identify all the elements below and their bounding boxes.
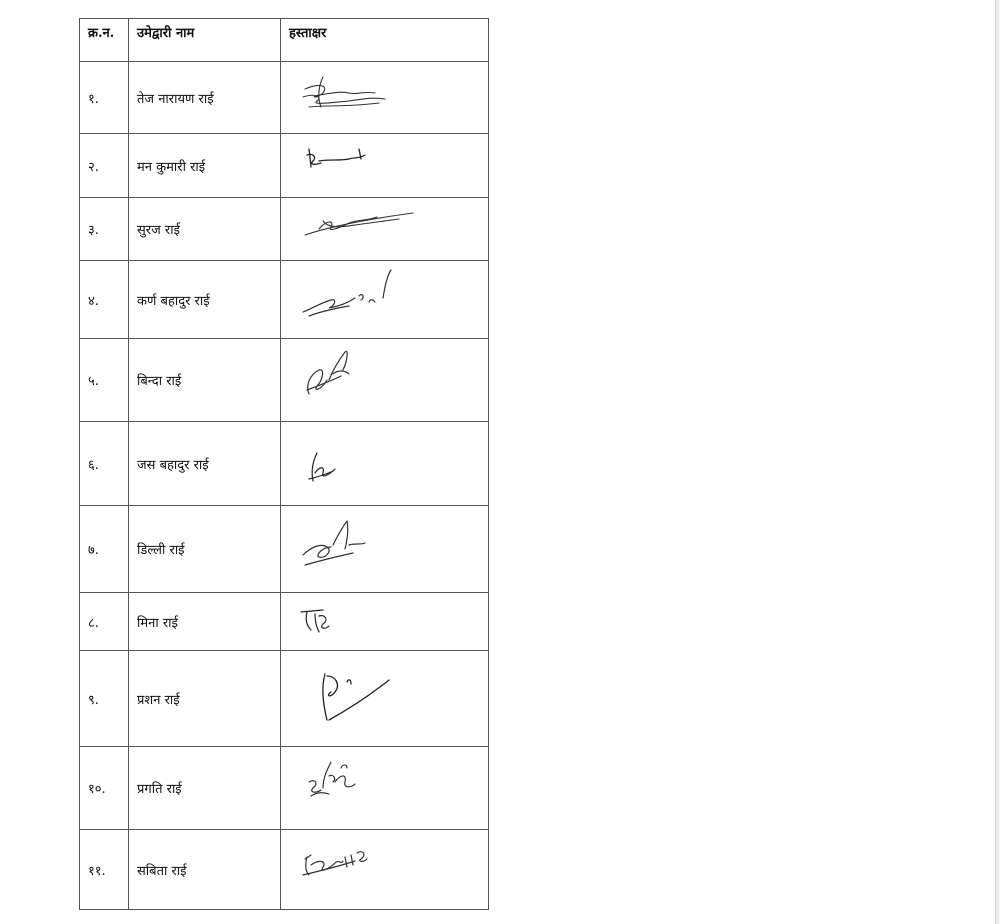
row-candidate-name: बिन्दा राई — [129, 339, 281, 422]
row-signature-cell — [281, 747, 489, 830]
row-serial-number: १०. — [80, 747, 129, 830]
handwritten-signature — [289, 594, 497, 650]
row-serial-number: ७. — [80, 506, 129, 593]
table-row — [80, 593, 489, 651]
handwritten-signature — [289, 423, 497, 505]
row-serial-number: ४. — [80, 261, 129, 339]
row-serial-number: ३. — [80, 198, 129, 261]
table-row — [80, 134, 489, 198]
row-serial-number: ९. — [80, 651, 129, 747]
table-row — [80, 339, 489, 422]
row-signature-cell — [281, 422, 489, 506]
header-serial-number: क्र.न. — [80, 19, 129, 62]
table-header-row — [80, 19, 489, 62]
page-edge-shadow — [995, 0, 1000, 924]
row-signature-cell — [281, 651, 489, 747]
row-serial-number: ११. — [80, 830, 129, 910]
row-candidate-name: मन कुमारी राई — [129, 134, 281, 198]
row-candidate-name: प्रशन राई — [129, 651, 281, 747]
row-candidate-name: कर्ण बहादुर राई — [129, 261, 281, 339]
row-serial-number: ५. — [80, 339, 129, 422]
row-signature-cell — [281, 62, 489, 134]
row-candidate-name: मिना राई — [129, 593, 281, 651]
row-candidate-name: तेज नारायण राई — [129, 62, 281, 134]
handwritten-signature — [289, 831, 497, 909]
row-candidate-name: डिल्ली राई — [129, 506, 281, 593]
table-row — [80, 261, 489, 339]
table-row — [80, 747, 489, 830]
handwritten-signature — [289, 748, 497, 829]
row-serial-number: १. — [80, 62, 129, 134]
table-row — [80, 62, 489, 134]
row-signature-cell — [281, 593, 489, 651]
handwritten-signature — [289, 135, 497, 197]
header-signature: हस्ताक्षर — [281, 19, 489, 62]
handwritten-signature — [289, 340, 497, 421]
table-row — [80, 198, 489, 261]
row-candidate-name: सबिता राई — [129, 830, 281, 910]
row-serial-number: ८. — [80, 593, 129, 651]
row-signature-cell — [281, 261, 489, 339]
header-candidate-name: उमेद्वारी नाम — [129, 19, 281, 62]
handwritten-signature — [289, 262, 497, 338]
row-candidate-name: प्रगति राई — [129, 747, 281, 830]
signature-table — [79, 18, 489, 910]
table-row — [80, 506, 489, 593]
row-serial-number: ६. — [80, 422, 129, 506]
row-signature-cell — [281, 134, 489, 198]
row-signature-cell — [281, 198, 489, 261]
row-candidate-name: जस बहादुर राई — [129, 422, 281, 506]
row-serial-number: २. — [80, 134, 129, 198]
table-row — [80, 830, 489, 910]
table-row — [80, 651, 489, 747]
row-candidate-name: सुरज राई — [129, 198, 281, 261]
row-signature-cell — [281, 339, 489, 422]
handwritten-signature — [289, 63, 497, 133]
table-row — [80, 422, 489, 506]
handwritten-signature — [289, 507, 497, 592]
handwritten-signature — [289, 652, 497, 746]
handwritten-signature — [289, 199, 497, 260]
row-signature-cell — [281, 506, 489, 593]
row-signature-cell — [281, 830, 489, 910]
